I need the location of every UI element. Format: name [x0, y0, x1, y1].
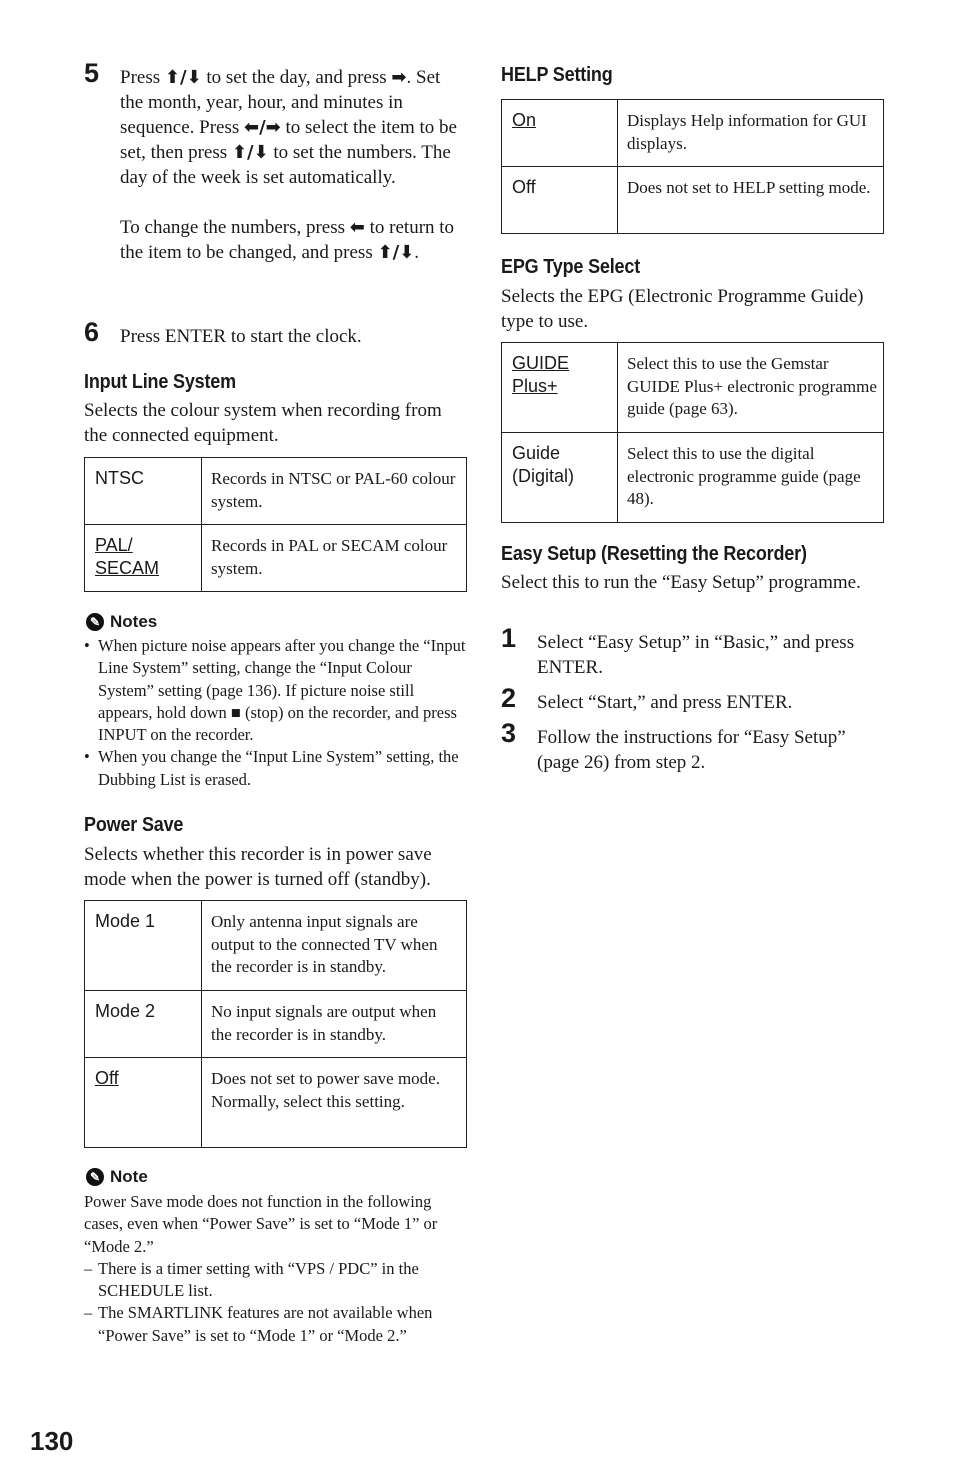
option-value: Select this to use the Gemstar GUIDE Plus+ electronic programme guide (page 63). [618, 343, 884, 433]
left-arrow-icon: ⬅ [349, 217, 365, 238]
up-down-arrow-icon: ⬆/⬇ [231, 142, 269, 163]
notes-heading: ✎ Notes [86, 612, 157, 632]
list-item: • When picture noise appears after you change the “Input Line System” setting, change the “Input Colour System” setting (page 136). If picture noise still appears, hold down ■ (stop) on the recorder, and press INPUT on the recorder. [84, 635, 468, 746]
epg-type-description: Selects the EPG (Electronic Programme Guide) type to use. [501, 286, 864, 332]
table-row [502, 100, 884, 167]
table-row [85, 458, 467, 525]
help-setting-table [501, 99, 884, 234]
note-heading: ✎ Note [86, 1167, 148, 1187]
section-title-epg-type-select: EPG Type Select [501, 256, 641, 278]
page-number: 130 [30, 1426, 74, 1456]
easy-setup-description: Select this to run the “Easy Setup” programme. [501, 572, 861, 593]
step-6-text: Press ENTER to start the clock. [120, 326, 362, 347]
option-value: Displays Help information for GUI displays. [618, 100, 884, 167]
step-5-paragraph-1: Press ⬆/⬇ to set the day, and press ➡. Set the month, year, hour, and minutes in sequence. Press ⬅/➡ to select the item to be set, then press ⬆/⬇ to set the numbers. The day of the week is set automatically. [120, 67, 457, 188]
note-intro: Power Save mode does not function in the following cases, even when “Power Save” is set to “Mode 1” or “Mode 2.” [84, 1192, 438, 1256]
input-line-system-table [84, 457, 467, 592]
note-icon: ✎ [86, 1168, 104, 1186]
step-text: Follow the instructions for “Easy Setup” (page 26) from step 2. [537, 727, 846, 773]
option-value: Records in PAL or SECAM colour system. [202, 525, 467, 592]
option-key: NTSC [85, 458, 202, 525]
list-item: – The SMARTLINK features are not available when “Power Save” is set to “Mode 1” or “Mode 2.” [84, 1302, 468, 1347]
option-key: PAL/ SECAM [85, 525, 202, 592]
option-key: Mode 1 [85, 901, 202, 991]
up-down-arrow-icon: ⬆/⬇ [377, 242, 415, 263]
step-text: Select “Start,” and press ENTER. [537, 692, 793, 713]
step-number: 2 [501, 683, 517, 713]
step-5-paragraph-2: To change the numbers, press ⬅ to return to the item to be changed, and press ⬆/⬇. [120, 217, 455, 263]
table-row [85, 525, 467, 592]
option-key: Off [502, 167, 618, 234]
section-title-easy-setup: Easy Setup (Resetting the Recorder) [501, 543, 807, 565]
section-title-power-save: Power Save [84, 814, 184, 836]
table-row [85, 991, 467, 1058]
notes-list [84, 635, 468, 791]
note-icon: ✎ [86, 613, 104, 631]
up-down-arrow-icon: ⬆/⬇ [164, 67, 202, 88]
table-row [502, 343, 884, 433]
option-value: Only antenna input signals are output to the connected TV when the recorder is in standby. [202, 901, 467, 991]
option-key: Off [85, 1058, 202, 1148]
section-title-help-setting: HELP Setting [501, 64, 613, 86]
table-row [502, 433, 884, 523]
note-body [84, 1191, 468, 1347]
table-row [85, 901, 467, 991]
option-value: No input signals are output when the recorder is in standby. [202, 991, 467, 1058]
step-number: 6 [84, 317, 100, 347]
power-save-table [84, 900, 467, 1148]
right-arrow-icon: ➡ [391, 67, 407, 88]
step-number: 5 [84, 58, 100, 88]
option-key: Guide (Digital) [502, 433, 618, 523]
step-text: Select “Easy Setup” in “Basic,” and press ENTER. [537, 632, 855, 678]
option-key: GUIDE Plus+ [502, 343, 618, 433]
option-value: Records in NTSC or PAL-60 colour system. [202, 458, 467, 525]
step-number: 1 [501, 623, 517, 653]
option-key: On [502, 100, 618, 167]
list-item: – There is a timer setting with “VPS / PDC” in the SCHEDULE list. [84, 1258, 468, 1303]
option-value: Select this to use the digital electronic programme guide (page 48). [618, 433, 884, 523]
section-title-input-line-system: Input Line System [84, 371, 236, 393]
power-save-description: Selects whether this recorder is in power save mode when the power is turned off (standby). [84, 844, 432, 890]
option-value: Does not set to power save mode. Normally, select this setting. [202, 1058, 467, 1148]
input-line-system-description: Selects the colour system when recording from the connected equipment. [84, 400, 442, 446]
epg-type-table [501, 342, 884, 523]
table-row [502, 167, 884, 234]
table-row [85, 1058, 467, 1148]
left-right-arrow-icon: ⬅/➡ [244, 117, 281, 138]
step-number: 3 [501, 718, 517, 748]
list-item: • When you change the “Input Line System” setting, the Dubbing List is erased. [84, 746, 468, 791]
option-value: Does not set to HELP setting mode. [618, 167, 884, 234]
option-key: Mode 2 [85, 991, 202, 1058]
